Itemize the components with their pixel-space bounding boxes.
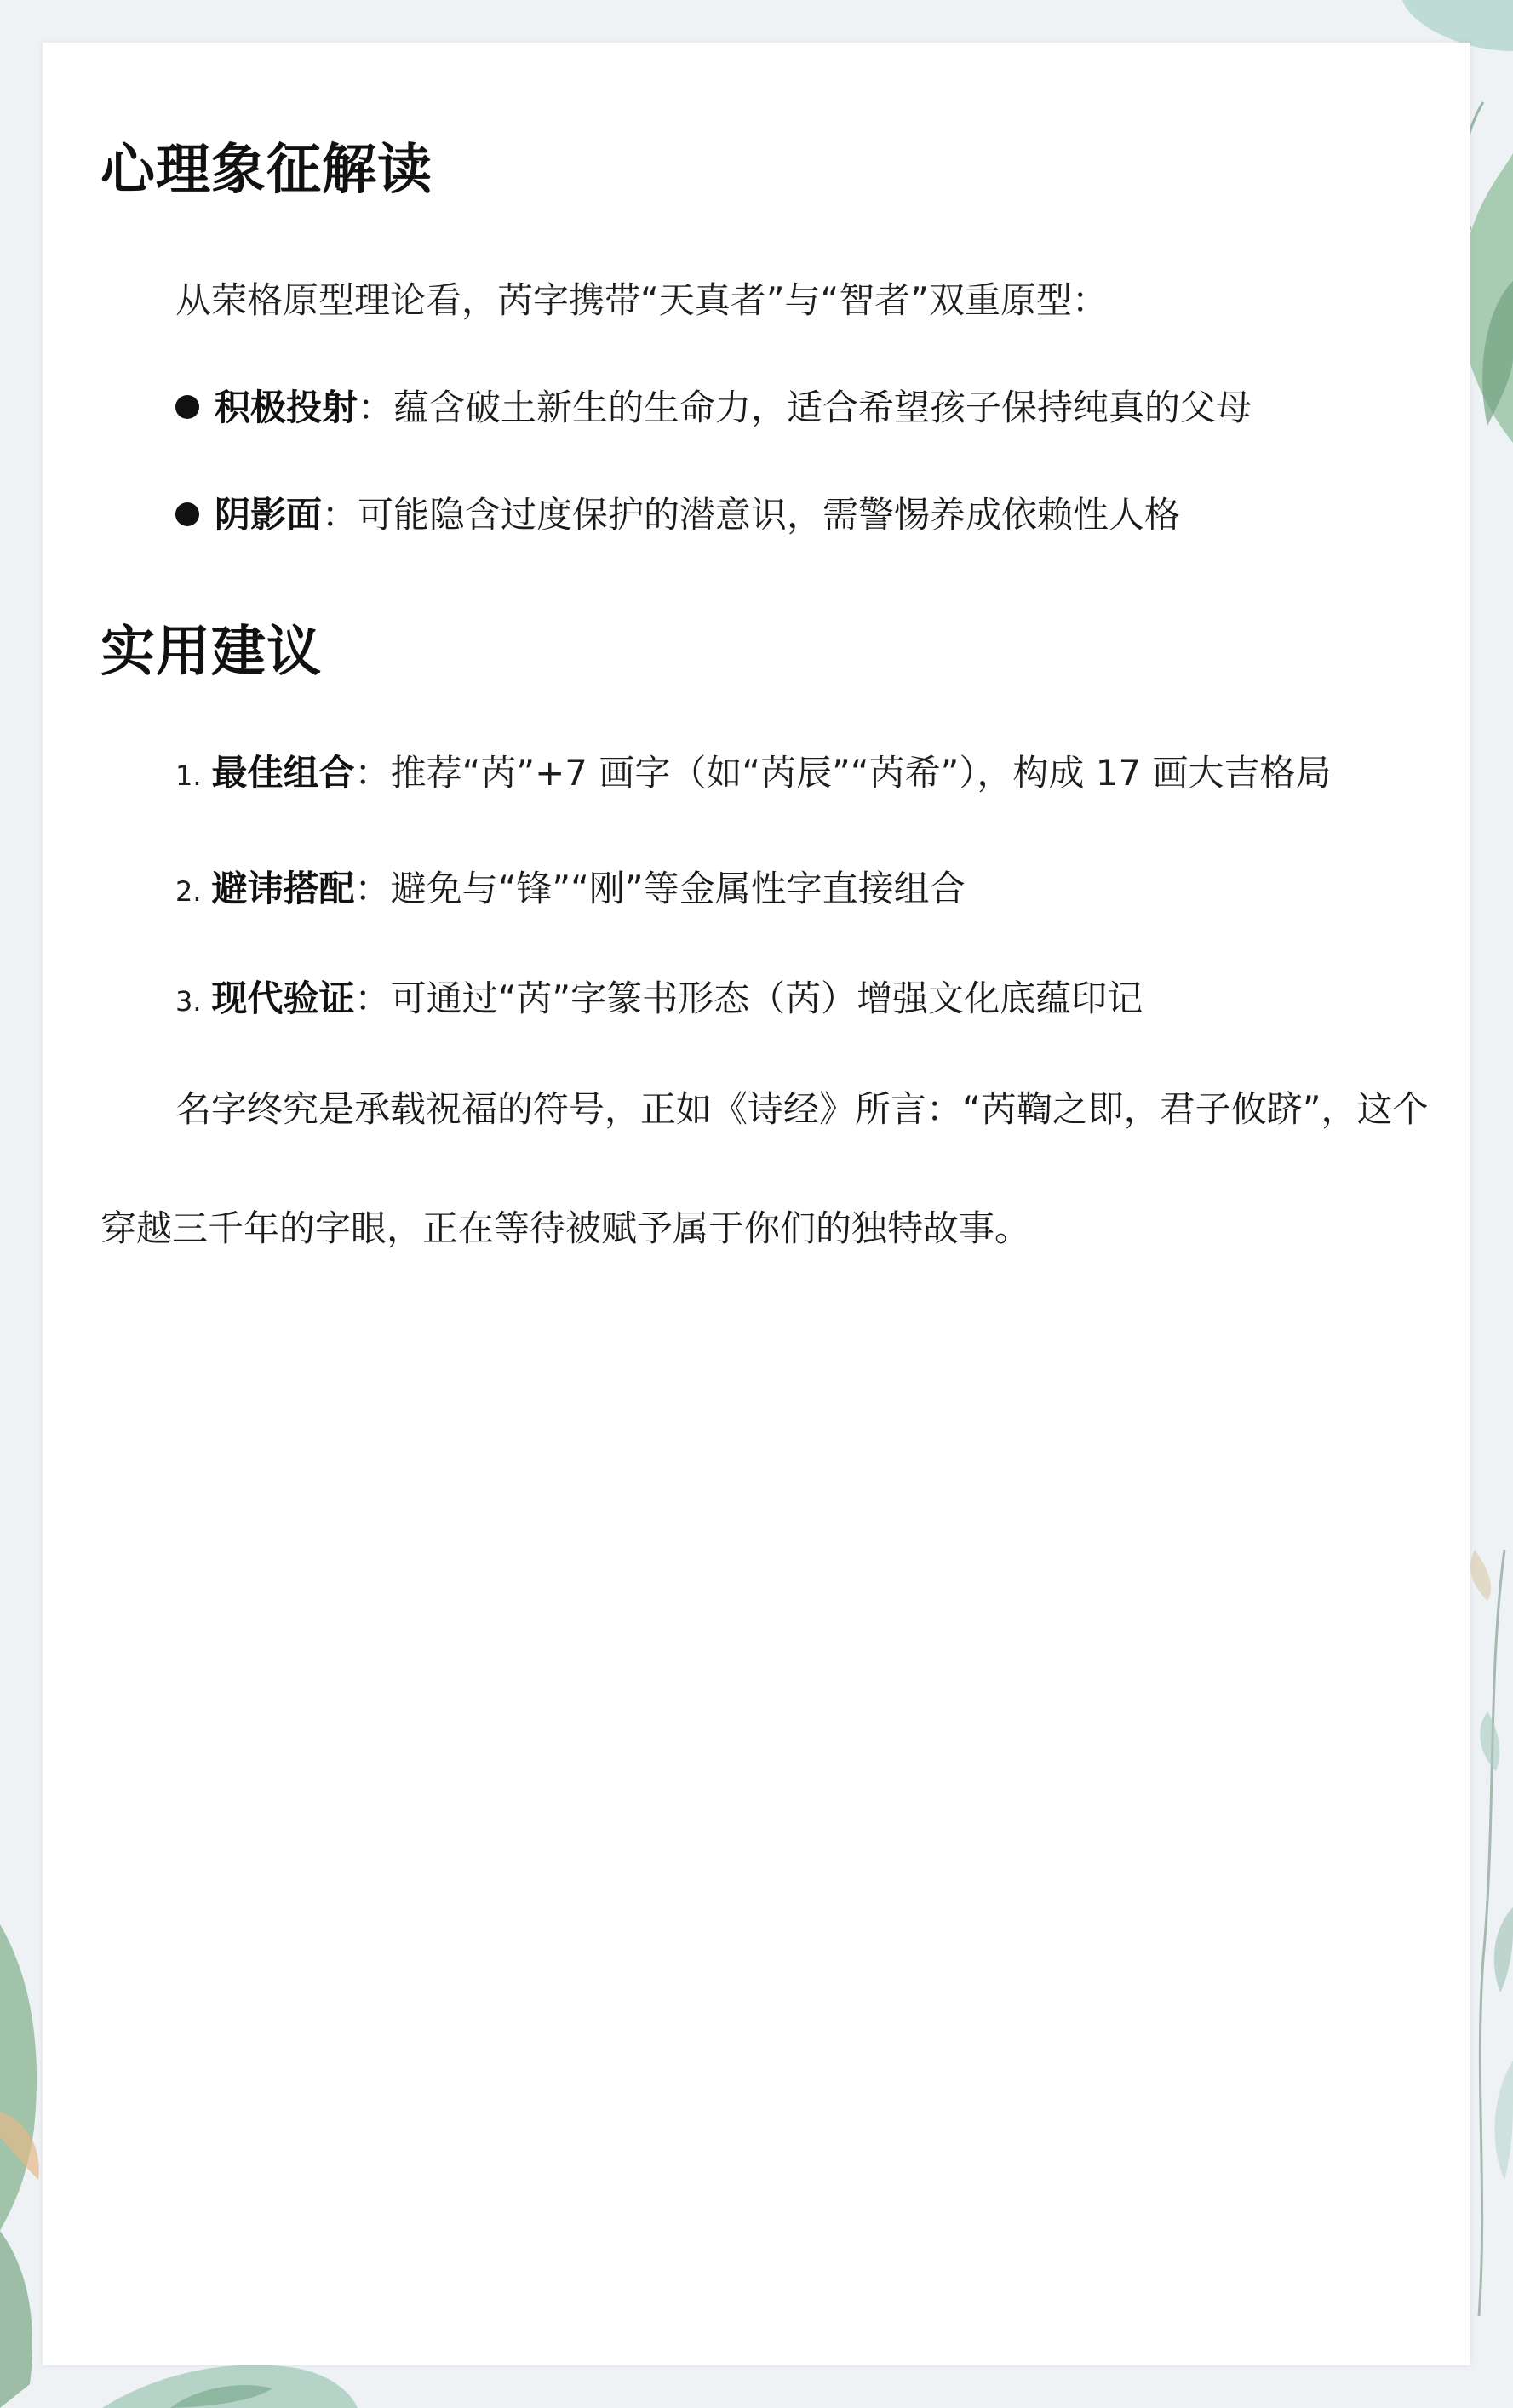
advice-term: 避讳搭配 <box>211 868 355 909</box>
bullet-term: 积极投射 <box>215 387 358 428</box>
list-marker: 1. <box>175 760 202 792</box>
psychology-intro: 从荣格原型理论看，芮字携带“天真者”与“智者”双重原型： <box>175 279 1109 321</box>
advice-text: 避免与“锋”“刚”等金属性字直接组合 <box>390 868 966 909</box>
bullet-text: 蕴含破土新生的生命力，适合希望孩子保持纯真的父母 <box>393 387 1252 428</box>
section-heading-psychology: 心理象征解读 <box>100 139 433 202</box>
advice-separator: ： <box>354 978 391 1019</box>
list-marker: 3. <box>175 985 202 1018</box>
bullet-dot-icon <box>175 502 199 526</box>
advice-text: 可通过“芮”字篆书形态（芮）增强文化底蕴印记 <box>390 978 1143 1019</box>
document-content <box>100 128 1446 1288</box>
bullet-item-positive <box>100 354 1446 462</box>
bullet-dot-icon <box>175 395 199 419</box>
bullet-term: 阴影面 <box>215 494 323 536</box>
bullet-text: 可能隐含过度保护的潜意识，需警惕养成依赖性人格 <box>358 494 1181 536</box>
advice-term: 现代验证 <box>211 978 355 1019</box>
document-page <box>43 43 1470 2365</box>
advice-separator: ： <box>354 868 391 909</box>
advice-item-1 <box>100 714 1446 835</box>
advice-text: 推荐“芮”+7 画字（如“芮辰”“芮希”），构成 17 画大吉格局 <box>390 752 1332 794</box>
bullet-item-shadow <box>100 462 1446 569</box>
advice-item-3 <box>100 945 1446 1055</box>
advice-separator: ： <box>354 752 391 794</box>
bullet-separator: ： <box>358 387 394 428</box>
list-marker: 2. <box>175 875 202 908</box>
advice-term: 最佳组合 <box>211 752 355 794</box>
advice-item-2 <box>100 835 1446 945</box>
section-heading-advice: 实用建议 <box>100 621 322 684</box>
bullet-separator: ： <box>322 494 358 536</box>
closing-paragraph: 名字终究是承载祝福的符号，正如《诗经》所言：“芮鞫之即，君子攸跻”，这个穿越三千年的字眼，正在等待被赋予属于你们的独特故事。 <box>100 1088 1429 1249</box>
